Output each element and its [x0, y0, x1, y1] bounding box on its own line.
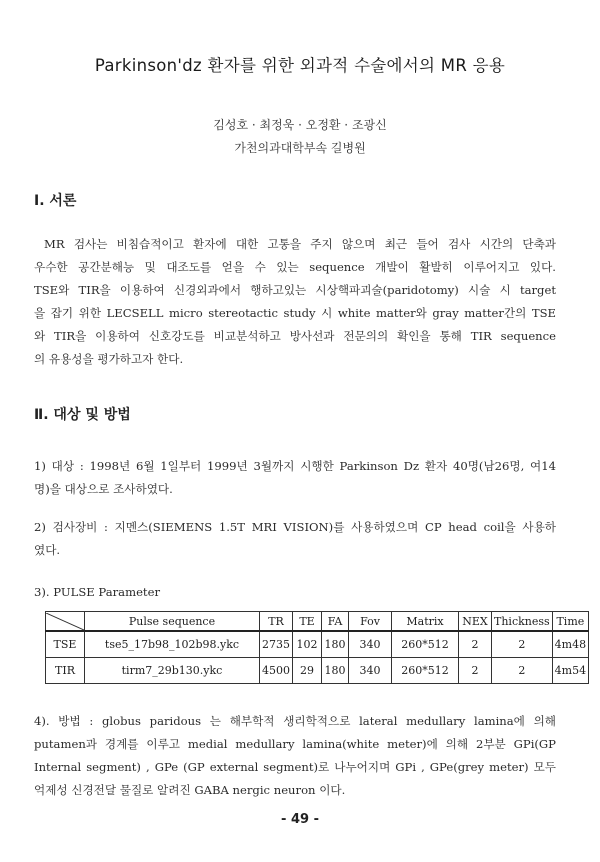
table-cell: tirm7_29b130.ykc	[85, 658, 260, 684]
method-item-4	[34, 710, 556, 802]
table-cell: 340	[349, 658, 392, 684]
table-row	[46, 631, 589, 658]
method-item-2	[34, 516, 556, 562]
table-row-label: TSE	[46, 631, 85, 658]
method-line: 4). 방법 : globus paridous 는 해부학적 생리학적으로 lateral medullary lamina에 의해	[34, 714, 556, 728]
intro-line: MR 검사는 비침습적이고 환자에 대한 고통을 주지 않으며 최근 들어 검사 시간의 단축과	[44, 237, 556, 251]
section-heading-intro: Ⅰ. 서론	[34, 193, 77, 209]
paper-title: Parkinson'dz 환자를 위한 외과적 수술에서의 MR 응용	[94, 56, 506, 75]
table-cell: 2	[492, 658, 553, 684]
intro-line: 을 잡기 위한 LECSELL micro stereotactic study 시 white matter와 gray matter간의 TSE	[34, 306, 556, 320]
table-header-cell: TR	[260, 612, 293, 632]
table-header-cell: Fov	[349, 612, 392, 632]
method-line: 1) 대상 : 1998년 6월 1일부터 1999년 3월까지 시행한 Parkinson Dz 환자 40명(남26명, 여14	[34, 459, 556, 473]
intro-line: 와 TIR을 이용하여 신호강도를 비교분석하고 방사선과 전문의의 확인을 통해 TIR sequence	[34, 329, 556, 343]
table-header-cell: TE	[293, 612, 322, 632]
table-cell: 2	[492, 631, 553, 658]
table-cell: 180	[322, 631, 349, 658]
intro-line: 우수한 공간분해능 및 대조도를 얻을 수 있는 sequence 개발이 활발히 이루어지고 있다.	[34, 260, 556, 274]
table-header-cell: NEX	[459, 612, 492, 632]
table-cell: 4m48	[552, 631, 588, 658]
method-line: Internal segment) , GPe (GP external segment)로 나누어지며 GPi , GPe(grey meter) 모두	[34, 760, 556, 774]
method-item-1	[34, 455, 556, 501]
method-line: 명)을 대상으로 조사하였다.	[34, 482, 173, 496]
table-cell: 29	[293, 658, 322, 684]
method-line: putamen과 경계를 이루고 medial medullary lamina(white meter)에 의해 2부분 GPi(GP	[34, 737, 556, 751]
table-header-cell: Thickness	[492, 612, 553, 632]
table-cell: 2	[459, 658, 492, 684]
table-cell: 260*512	[392, 658, 459, 684]
method-line: 였다.	[34, 543, 61, 557]
table-header-cell: FA	[322, 612, 349, 632]
table-cell: 180	[322, 658, 349, 684]
method-line: 3). PULSE Parameter	[34, 585, 160, 599]
table-cell: 260*512	[392, 631, 459, 658]
method-line: 2) 검사장비 : 지멘스(SIEMENS 1.5T MRI VISION)를 사용하였으며 CP head coil을 사용하	[34, 520, 556, 534]
method-item-3-label	[34, 581, 556, 604]
intro-line: TSE와 TIR을 이용하여 신경외과에서 행하고있는 시상핵파괴술(paridotomy) 시술 시 target	[34, 283, 556, 297]
section-heading-methods: Ⅱ. 대상 및 방법	[34, 407, 131, 423]
table-cell: 4m54	[552, 658, 588, 684]
intro-paragraph	[34, 233, 556, 371]
table-header-cell: Time	[552, 612, 588, 632]
table-cell: 4500	[260, 658, 293, 684]
table-row	[46, 658, 589, 684]
affiliation: 가천의과대학부속 길병원	[234, 141, 366, 155]
table-corner-cell	[46, 612, 85, 632]
table-header-cell: Pulse sequence	[85, 612, 260, 632]
table-cell: 2735	[260, 631, 293, 658]
pulse-parameter-table	[45, 611, 589, 684]
intro-line: 의 유용성을 평가하고자 한다.	[34, 352, 184, 366]
table-row-label: TIR	[46, 658, 85, 684]
table-header-row	[46, 612, 589, 632]
table-cell: 102	[293, 631, 322, 658]
table-cell: tse5_17b98_102b98.ykc	[85, 631, 260, 658]
table-cell: 2	[459, 631, 492, 658]
page-number: - 49 -	[281, 812, 319, 827]
table-cell: 340	[349, 631, 392, 658]
author-list: 김성호 · 최정욱 · 오정환 · 조광신	[213, 118, 387, 132]
method-line: 억제성 신경전달 물질로 알려진 GABA nergic neuron 이다.	[34, 783, 346, 797]
table-header-cell: Matrix	[392, 612, 459, 632]
